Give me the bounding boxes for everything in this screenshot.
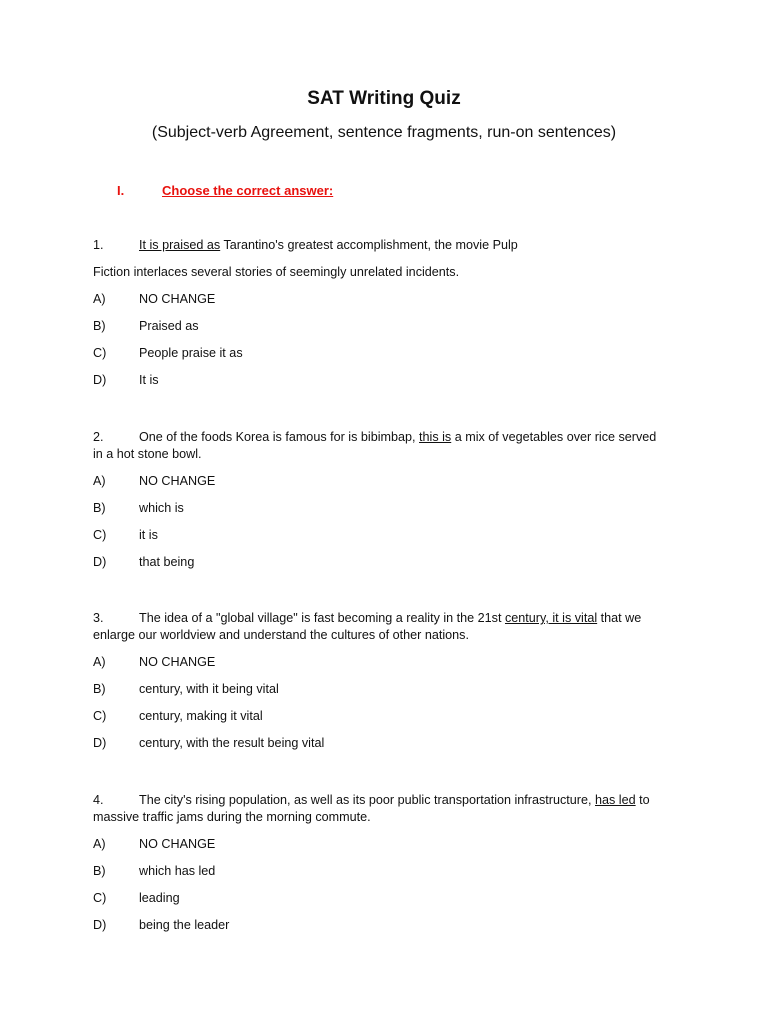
answer-option-b[interactable] [93,681,683,698]
page-subtitle: (Subject-verb Agreement, sentence fragments, run-on sentences) [151,124,617,141]
answer-option-d[interactable] [93,554,683,571]
question-number: 3. [93,611,104,625]
question-stem: 4. The city's rising population, as well as its poor public transportation infrastructure, has led to massive traffic jams during the morning commute. [93,792,683,826]
answer-option-c[interactable] [93,890,683,907]
option-letter: D) [93,555,107,569]
option-text: it is [139,528,158,542]
option-letter: D) [93,736,107,750]
option-letter: D) [93,918,107,932]
option-text: century, with the result being vital [139,736,325,750]
answer-option-c[interactable] [93,345,683,362]
option-text: People praise it as [139,346,243,360]
answer-option-d[interactable] [93,735,683,752]
option-text: which is [139,501,184,515]
answer-option-b[interactable] [93,863,683,880]
underlined-phrase: It is praised as [139,238,221,252]
option-text: which has led [139,864,216,878]
underlined-phrase: this is [419,430,452,444]
option-text: NO CHANGE [139,474,216,488]
option-letter: B) [93,501,106,515]
option-letter: C) [93,528,107,542]
option-letter: C) [93,891,107,905]
option-text: leading [139,891,180,905]
answer-option-a[interactable] [93,836,683,853]
question-number: 4. [93,793,104,807]
option-text: NO CHANGE [139,655,216,669]
option-letter: B) [93,864,106,878]
option-letter: B) [93,319,106,333]
section-heading [117,183,333,198]
answer-option-c[interactable] [93,527,683,544]
answer-option-c[interactable] [93,708,683,725]
question-stem: 2. One of the foods Korea is famous for is bibimbap, this is a mix of vegetables over rice served in a hot stone bowl. [93,429,683,463]
question-stem-continuation: massive traffic jams during the morning commute. [93,810,371,824]
option-letter: A) [93,474,106,488]
option-text: being the leader [139,918,230,932]
question-4 [93,792,683,934]
underlined-phrase: century, it is vital [504,611,598,625]
answer-option-a[interactable] [93,654,683,671]
option-letter: B) [93,682,106,696]
option-letter: A) [93,655,106,669]
section-number: I. [117,183,125,198]
option-text: century, making it vital [139,709,263,723]
option-text: NO CHANGE [139,837,216,851]
option-text: It is [139,373,159,387]
answer-option-a[interactable] [93,473,683,490]
section-instruction: Choose the correct answer: [162,183,334,198]
answer-option-d[interactable] [93,917,683,934]
question-stem-continuation: Fiction interlaces several stories of seemingly unrelated incidents. [93,265,460,279]
option-text: Praised as [139,319,199,333]
option-letter: D) [93,373,107,387]
option-letter: A) [93,292,106,306]
question-1 [93,237,683,389]
option-text: century, with it being vital [139,682,279,696]
page-title: SAT Writing Quiz [307,88,461,109]
question-stem: 3. The idea of a "global village" is fast becoming a reality in the 21st century, it is vital that we enlarge our worldview and understand the cultures of other nations. [93,610,683,644]
question-stem-continuation: enlarge our worldview and understand the cultures of other nations. [93,628,469,642]
option-letter: A) [93,837,106,851]
answer-option-b[interactable] [93,318,683,335]
question-3 [93,610,683,752]
question-stem-continuation: in a hot stone bowl. [93,447,202,461]
option-text: that being [139,555,195,569]
answer-option-a[interactable] [93,291,683,308]
question-number: 1. [93,238,104,252]
answer-option-d[interactable] [93,372,683,389]
question-stem: 1. It is praised as Tarantino's greatest accomplishment, the movie Pulp Fiction interlaces several stories of seemingly unrelated incidents. [93,237,683,281]
question-number: 2. [93,430,104,444]
question-2 [93,429,683,571]
option-text: NO CHANGE [139,292,216,306]
option-letter: C) [93,346,107,360]
underlined-phrase: has led [595,793,636,807]
option-letter: C) [93,709,107,723]
answer-option-b[interactable] [93,500,683,517]
